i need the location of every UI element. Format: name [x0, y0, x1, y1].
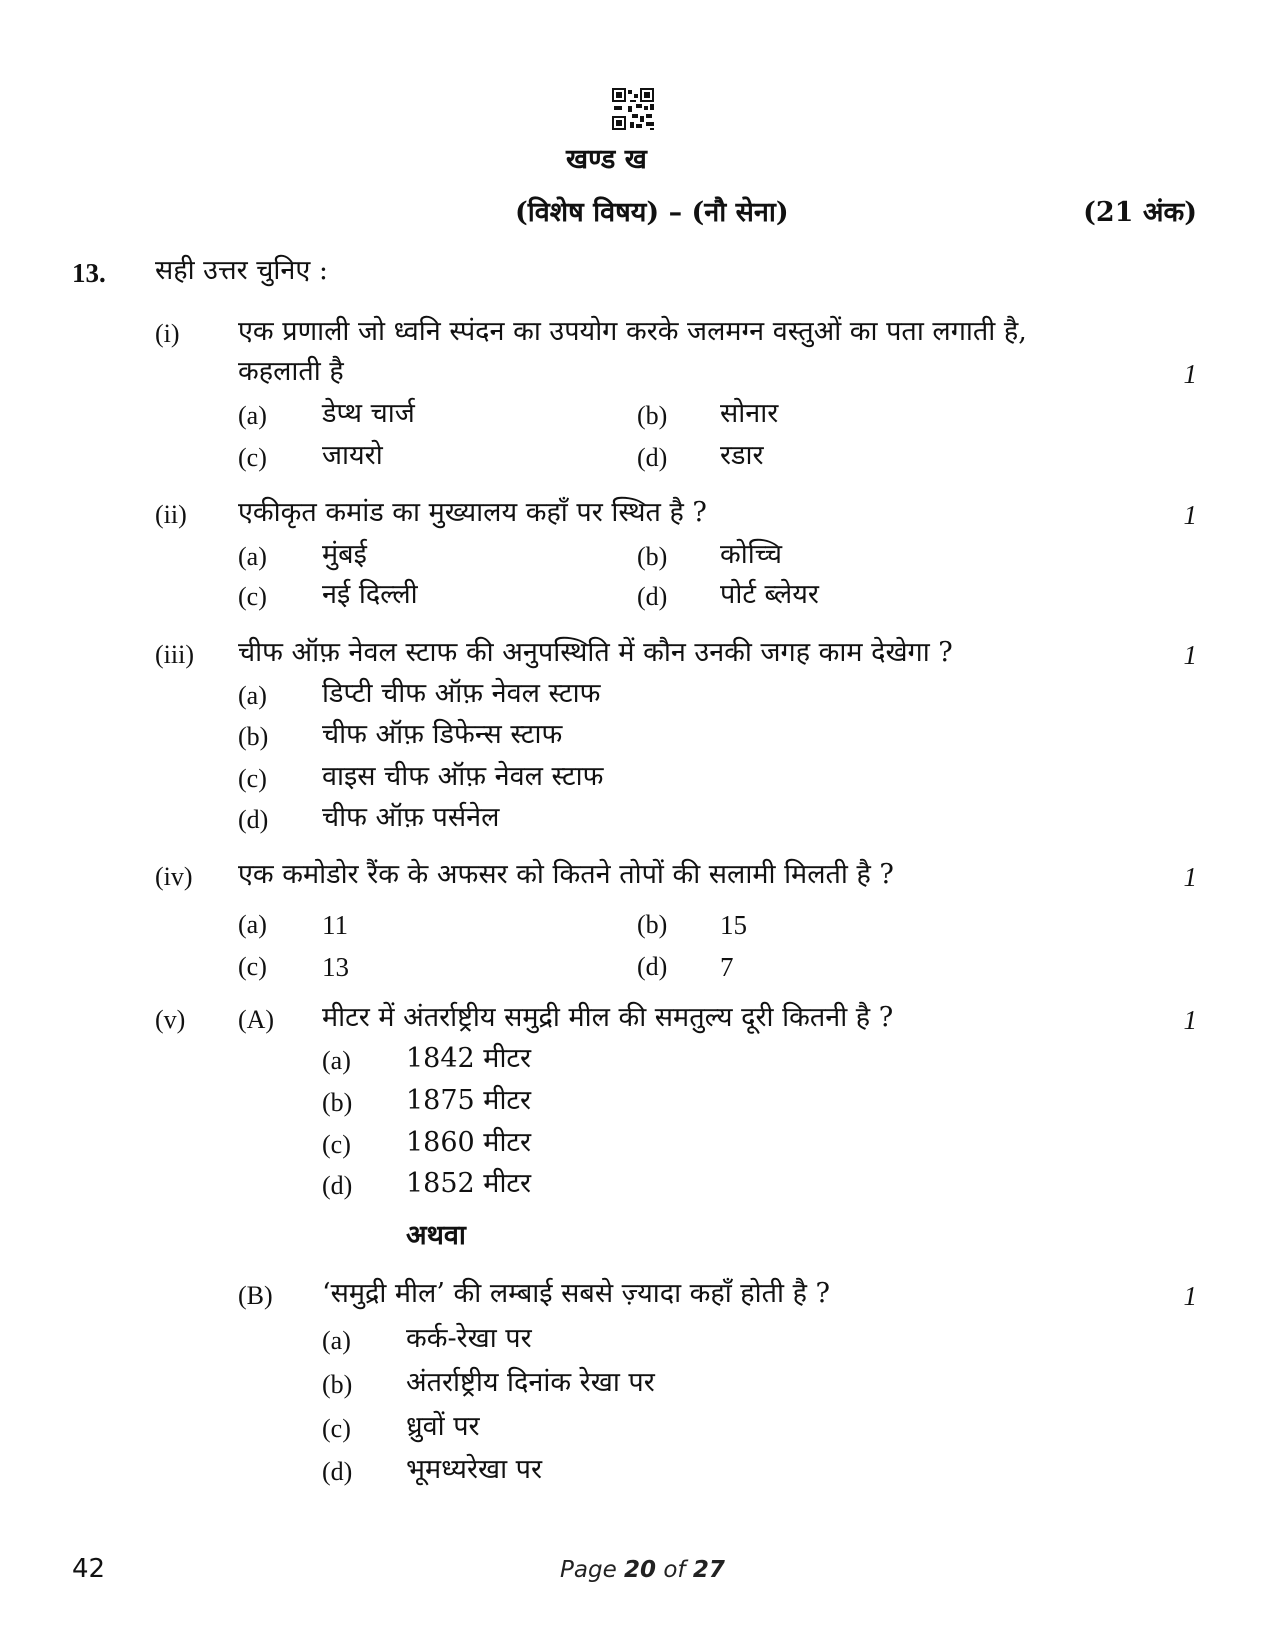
- section-subtitle: (विशेष विषय) – (नौ सेना): [515, 197, 789, 228]
- part-mark: 1: [1183, 640, 1197, 670]
- option-text: मुंबई: [322, 539, 367, 570]
- option-label: (c): [238, 952, 267, 981]
- option-label: (c): [322, 1414, 351, 1443]
- section-title: खण्ड ख: [566, 144, 647, 175]
- option-text: डेप्थ चार्ज: [322, 398, 415, 429]
- option-label: (b): [637, 910, 668, 939]
- part-label: (ii): [155, 500, 187, 529]
- option-text: 1852 मीटर: [406, 1168, 532, 1199]
- page-prefix: Page: [560, 1557, 617, 1583]
- section-marks: (21 अंक): [1083, 197, 1197, 228]
- option-text: 7: [720, 952, 734, 982]
- question-number: 13.: [72, 258, 106, 288]
- part-text: एक कमोडोर रैंक के अफसर को कितने तोपों की सलामी मिलती है ?: [238, 859, 894, 890]
- subpart-text: ‘समुद्री मील’ की लम्बाई सबसे ज़्यादा कहाँ होती है ?: [322, 1278, 830, 1309]
- part-label: (iv): [155, 862, 193, 891]
- part-text: कहलाती है: [238, 356, 344, 387]
- page-current: 20: [624, 1557, 657, 1583]
- part-label: (i): [155, 319, 180, 348]
- part-mark: 1: [1183, 500, 1197, 530]
- option-label: (d): [322, 1171, 353, 1200]
- option-label: (b): [637, 401, 668, 430]
- option-text: भूमध्यरेखा पर: [406, 1454, 543, 1485]
- option-text: चीफ ऑफ़ पर्सनेल: [322, 802, 500, 833]
- option-text: कोच्चि: [720, 539, 783, 570]
- part-mark: 1: [1183, 1281, 1197, 1311]
- option-label: (d): [637, 582, 668, 611]
- option-text: पोर्ट ब्लेयर: [720, 579, 819, 610]
- option-label: (a): [238, 910, 267, 939]
- option-text: 1860 मीटर: [406, 1127, 532, 1158]
- option-label: (b): [322, 1370, 353, 1399]
- part-text: एकीकृत कमांड का मुख्यालय कहाँ पर स्थित है ?: [238, 497, 707, 528]
- or-separator: अथवा: [406, 1220, 466, 1251]
- part-text: चीफ ऑफ़ नेवल स्टाफ की अनुपस्थिति में कौन उनकी जगह काम देखेगा ?: [238, 637, 953, 668]
- option-label: (c): [238, 443, 267, 472]
- option-text: 1875 मीटर: [406, 1085, 532, 1116]
- option-label: (c): [238, 582, 267, 611]
- option-text: वाइस चीफ ऑफ़ नेवल स्टाफ: [322, 761, 604, 792]
- option-label: (a): [322, 1046, 351, 1075]
- option-text: 11: [322, 910, 348, 940]
- option-text: 1842 मीटर: [406, 1043, 532, 1074]
- question-instruction: सही उत्तर चुनिए :: [155, 255, 328, 286]
- option-text: जायरो: [322, 440, 383, 471]
- option-text: रडार: [720, 440, 764, 471]
- option-text: अंतर्राष्ट्रीय दिनांक रेखा पर: [406, 1367, 655, 1398]
- qr-code-icon: [612, 88, 654, 130]
- part-mark: 1: [1183, 1005, 1197, 1035]
- part-mark: 1: [1183, 359, 1197, 389]
- part-text: एक प्रणाली जो ध्वनि स्पंदन का उपयोग करके जलमग्न वस्तुओं का पता लगाती है,: [238, 316, 1027, 347]
- subpart-label: (A): [238, 1005, 275, 1034]
- part-label: (v): [155, 1005, 186, 1034]
- part-mark: 1: [1183, 862, 1197, 892]
- option-label: (b): [637, 542, 668, 571]
- option-label: (a): [238, 542, 267, 571]
- page-of: of: [663, 1557, 686, 1583]
- option-text: ध्रुवों पर: [406, 1411, 480, 1442]
- option-label: (d): [322, 1457, 353, 1486]
- option-label: (d): [238, 805, 269, 834]
- option-text: सोनार: [720, 398, 779, 429]
- option-label: (a): [238, 681, 267, 710]
- page-total: 27: [692, 1557, 725, 1583]
- option-label: (c): [322, 1130, 351, 1159]
- option-text: डिप्टी चीफ ऑफ़ नेवल स्टाफ: [322, 678, 601, 709]
- option-label: (b): [322, 1088, 353, 1117]
- option-text: कर्क-रेखा पर: [406, 1323, 532, 1354]
- option-label: (d): [637, 443, 668, 472]
- paper-code: 42: [72, 1554, 106, 1584]
- subpart-label: (B): [238, 1281, 273, 1310]
- part-label: (iii): [155, 640, 194, 669]
- page-indicator: [560, 1557, 725, 1583]
- option-text: चीफ ऑफ़ डिफेन्स स्टाफ: [322, 719, 563, 750]
- option-label: (c): [238, 764, 267, 793]
- option-label: (d): [637, 952, 668, 981]
- option-label: (b): [238, 722, 269, 751]
- option-text: 13: [322, 952, 349, 982]
- option-label: (a): [322, 1326, 351, 1355]
- option-text: नई दिल्ली: [322, 579, 418, 610]
- option-text: 15: [720, 910, 747, 940]
- subpart-text: मीटर में अंतर्राष्ट्रीय समुद्री मील की समतुल्य दूरी कितनी है ?: [322, 1002, 894, 1033]
- option-label: (a): [238, 401, 267, 430]
